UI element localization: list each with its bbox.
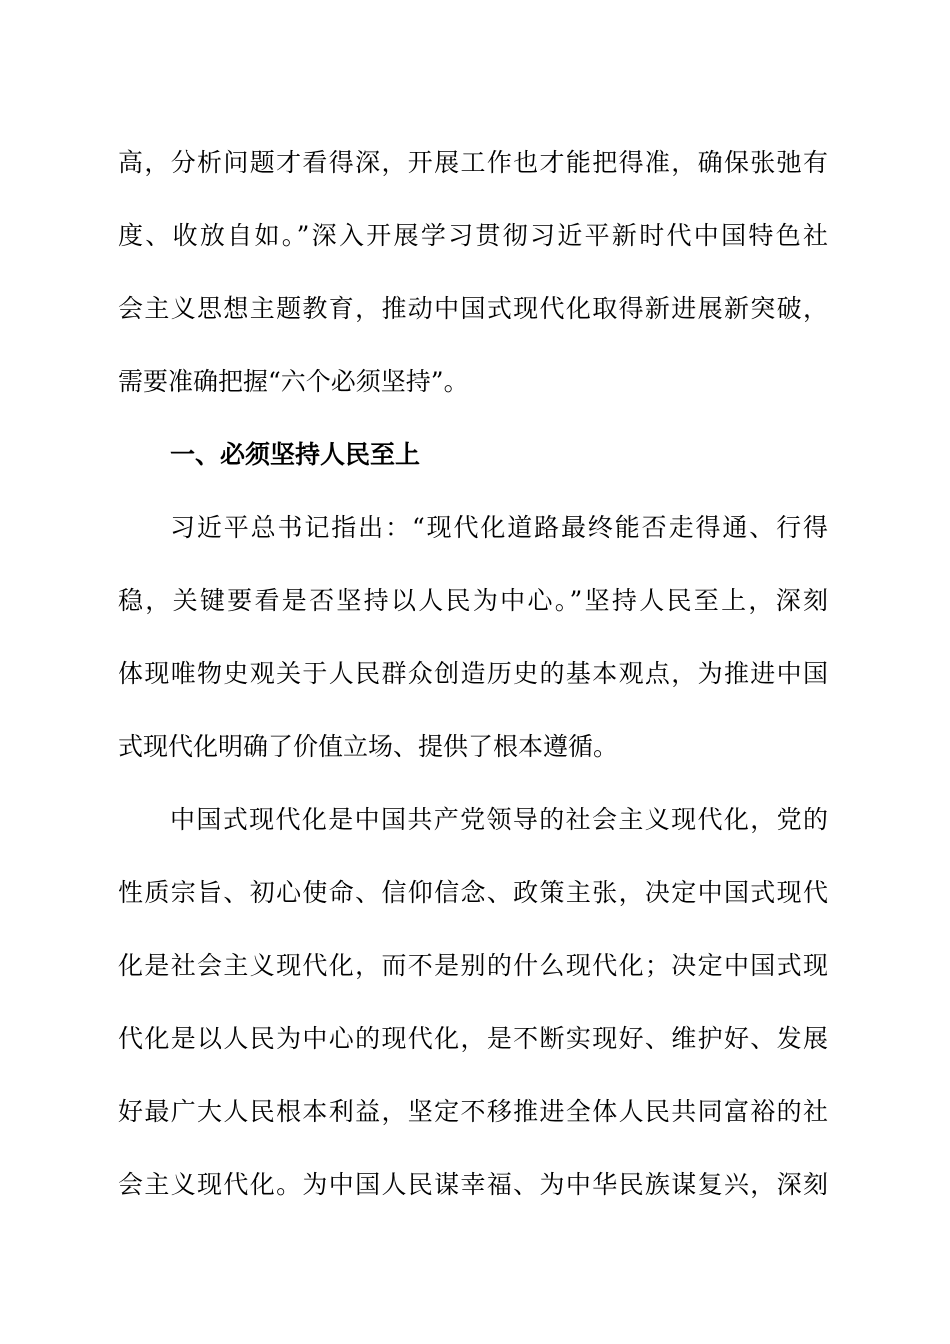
document-body	[118, 126, 828, 1221]
paragraph-line: 会主义思想主题教育，推动中国式现代化取得新进展新突破，	[118, 294, 828, 323]
paragraph-line: 会主义现代化。为中国人民谋幸福、为中华民族谋复兴，深刻	[118, 1170, 828, 1199]
paragraph-line: 化是社会主义现代化，而不是别的什么现代化；决定中国式现	[118, 951, 828, 980]
paragraph-line: 稳，关键要看是否坚持以人民为中心。”坚持人民至上，深刻	[118, 586, 828, 615]
paragraph-line: 高，分析问题才看得深，开展工作也才能把得准，确保张弛有	[118, 148, 828, 177]
paragraph-line: 中国式现代化是中国共产党领导的社会主义现代化，党的	[170, 805, 828, 834]
paragraph-line: 体现唯物史观关于人民群众创造历史的基本观点，为推进中国	[118, 659, 828, 688]
paragraph-line: 需要准确把握“六个必须坚持”。	[118, 367, 469, 396]
paragraph-line: 式现代化明确了价值立场、提供了根本遵循。	[118, 732, 619, 761]
paragraph-line: 性质宗旨、初心使命、信仰信念、政策主张，决定中国式现代	[118, 878, 828, 907]
section-heading: 一、必须坚持人民至上	[170, 440, 421, 469]
paragraph-line: 度、收放自如。”深入开展学习贯彻习近平新时代中国特色社	[118, 221, 828, 250]
paragraph-line: 代化是以人民为中心的现代化，是不断实现好、维护好、发展	[118, 1024, 828, 1053]
paragraph-line: 好最广大人民根本利益，坚定不移推进全体人民共同富裕的社	[118, 1097, 828, 1126]
paragraph-line: 习近平总书记指出：“现代化道路最终能否走得通、行得	[170, 513, 828, 542]
